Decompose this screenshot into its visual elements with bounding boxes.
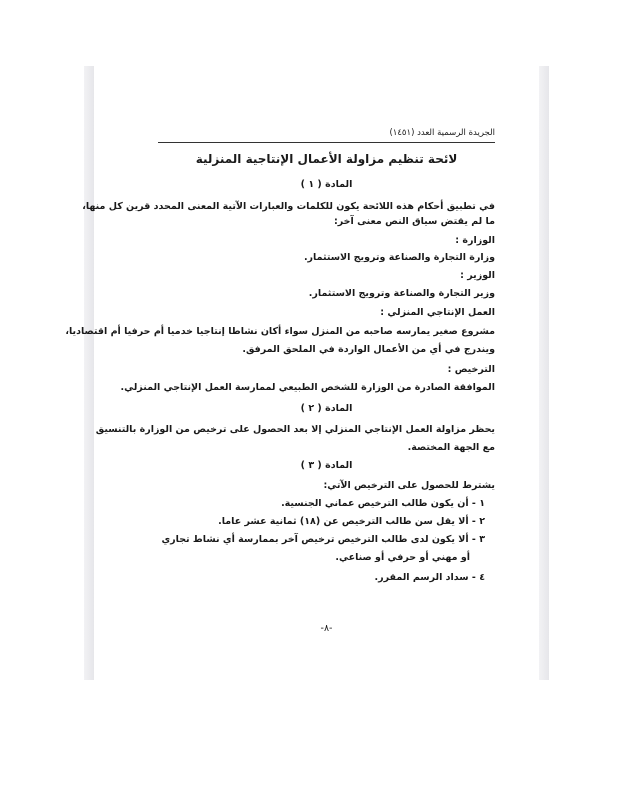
page-edge-right (539, 66, 549, 680)
list-item: ١ - أن يكون طالب الترخيص عماني الجنسية. (281, 498, 485, 509)
term-heading: الوزير : (460, 270, 495, 281)
paragraph: ما لم يقتض سياق النص معنى آخر: (333, 216, 495, 227)
list-item: ٣ - ألا يكون لدى طالب الترخيص ترخيص آخر بممارسة أي نشاط تجاري (161, 534, 485, 545)
article-1-heading: المادة ( ١ ) (300, 179, 353, 190)
paragraph: في تطبيق أحكام هذه اللائحة يكون للكلمات والعبارات الآتية المعنى المحدد قرين كل منها، (82, 201, 495, 212)
term-definition: مشروع صغير يمارسه صاحبه من المنزل سواء أكان نشاطا إنتاجيا خدميا أم حرفيا أم اقتصاديا، (65, 326, 495, 337)
term-definition: الموافقة الصادرة من الوزارة للشخص الطبيعي لممارسة العمل الإنتاجي المنزلي. (120, 382, 495, 393)
list-item: ٢ - ألا يقل سن طالب الترخيص عن (١٨) ثمانية عشر عاما. (218, 516, 485, 527)
page-number: -٨- (320, 623, 333, 634)
page-edge-left (84, 66, 94, 680)
article-2-heading: المادة ( ٢ ) (300, 403, 353, 414)
list-item: ٤ - سداد الرسم المقرر. (374, 572, 485, 583)
document-title: لائحة تنظيم مزاولة الأعمال الإنتاجية المنزلية (195, 152, 458, 166)
term-heading: الوزارة : (455, 235, 495, 246)
header-rule (158, 142, 495, 143)
article-3-heading: المادة ( ٣ ) (300, 460, 353, 471)
gazette-header: الجريدة الرسمية العدد (١٤٥١) (389, 128, 495, 138)
term-definition: وزارة التجارة والصناعة وترويج الاستثمار. (303, 252, 495, 263)
paragraph: يحظر مزاولة العمل الإنتاجي المنزلي إلا بعد الحصول على ترخيص من الوزارة بالتنسيق (95, 424, 495, 435)
paragraph: مع الجهة المختصة. (407, 442, 495, 453)
term-definition: وزير التجارة والصناعة وترويج الاستثمار. (308, 288, 495, 299)
term-definition: ويندرج في أي من الأعمال الواردة في الملحق المرفق. (242, 344, 495, 355)
term-heading: العمل الإنتاجي المنزلي : (380, 307, 495, 318)
list-item: أو مهني أو حرفي أو صناعي. (335, 552, 470, 563)
term-heading: الترخيص : (447, 364, 495, 375)
paragraph: يشترط للحصول على الترخيص الآتي: (323, 480, 495, 491)
